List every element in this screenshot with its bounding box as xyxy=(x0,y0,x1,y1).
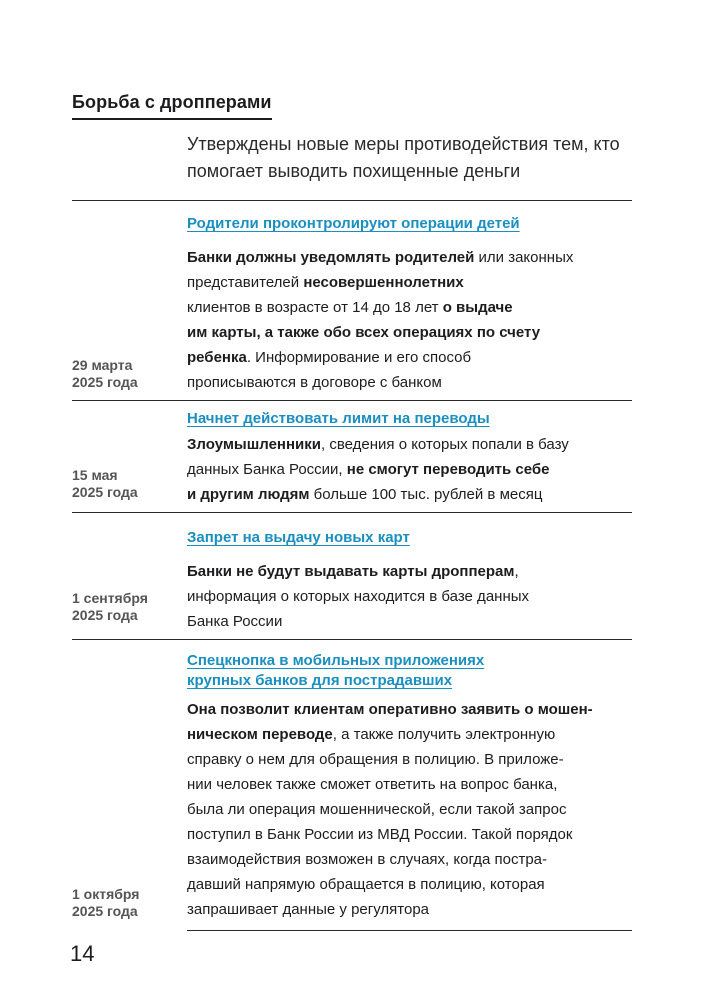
entry-date-year: 2025 года xyxy=(72,484,138,500)
timeline-entry-2 xyxy=(72,400,632,513)
body-text: Банка России xyxy=(187,613,283,630)
bold-text: Злоумышленники xyxy=(187,436,321,453)
section-subtitle: Утверждены новые меры противодействия тем, кто помогает выводить похищенные деньги xyxy=(187,134,620,181)
bold-text: Банки должны уведомлять родителей xyxy=(187,249,475,266)
entry-date-year: 2025 года xyxy=(72,374,138,390)
body-text: , сведения о которых попали в базу xyxy=(321,436,569,453)
timeline-entry-3 xyxy=(72,512,632,640)
body-text: больше 100 тыс. рублей в месяц xyxy=(309,486,543,503)
bold-text: ническом переводе xyxy=(187,726,333,743)
entry-body xyxy=(187,559,637,634)
body-text: прописываются в договоре с банком xyxy=(187,374,442,391)
entry-heading-link[interactable]: Родители проконтролируют операции детей xyxy=(187,215,520,232)
body-text: данных Банка России, xyxy=(187,461,347,478)
bold-text: и другим людям xyxy=(187,486,310,503)
body-text: давший напрямую обращается в полицию, которая xyxy=(187,876,545,893)
body-text: поступил в Банк России из МВД России. Такой порядок xyxy=(187,826,573,843)
entry-date-year: 2025 года xyxy=(72,903,138,919)
body-text: была ли операция мошеннической, если такой запрос xyxy=(187,801,567,818)
page-number: 14 xyxy=(70,941,95,966)
bold-text: ребенка xyxy=(187,349,247,366)
bold-text: не смогут переводить себе xyxy=(346,461,550,478)
entry-heading-link[interactable]: Запрет на выдачу новых карт xyxy=(187,529,410,546)
bold-text: о выдаче xyxy=(442,299,513,316)
entry-date-day: 1 октября xyxy=(72,886,140,902)
body-text: , xyxy=(514,563,519,580)
entry-date-year: 2025 года xyxy=(72,607,138,623)
timeline-entry-4 xyxy=(72,639,632,930)
body-text: взаимодействия возможен в случаях, когда постра- xyxy=(187,851,548,868)
body-text: запрашивает данные у регулятора xyxy=(187,901,430,918)
entry-heading-link[interactable]: Спецкнопка в мобильных приложениях крупных банков для пострадавших xyxy=(187,652,485,689)
body-text: нии человек также сможет ответить на вопрос банка, xyxy=(187,776,558,793)
entry-date-day: 15 мая xyxy=(72,467,118,483)
entry-date xyxy=(72,886,184,920)
final-divider xyxy=(187,930,632,931)
bold-text: им карты, а также обо всех операциях по счету xyxy=(187,324,541,341)
entry-date xyxy=(72,467,184,501)
body-text: , а также получить электронную xyxy=(332,726,556,743)
entry-body xyxy=(187,697,637,922)
bold-text: несовершеннолетних xyxy=(303,274,464,291)
bold-text: Она позволит клиентам оперативно заявить о мошен- xyxy=(187,701,593,718)
entry-date-day: 1 сентября xyxy=(72,590,148,606)
body-text: или законных представителей xyxy=(187,249,574,291)
section-title: Борьба с дропперами xyxy=(72,92,272,120)
body-text: клиентов в возрасте от 14 до 18 лет xyxy=(187,299,443,316)
entry-heading-link[interactable]: Начнет действовать лимит на переводы xyxy=(187,410,490,427)
entry-date xyxy=(72,590,184,624)
body-text: . Информирование и его способ xyxy=(246,349,472,366)
entry-date xyxy=(72,357,184,391)
body-text: информация о которых находится в базе данных xyxy=(187,588,530,605)
entry-body xyxy=(187,245,637,395)
entry-body xyxy=(187,432,637,507)
bold-text: Банки не будут выдавать карты дропперам xyxy=(187,563,515,580)
entry-date-day: 29 марта xyxy=(72,357,133,373)
timeline-entry-1 xyxy=(72,200,632,401)
body-text: справку о нем для обращения в полицию. В приложе- xyxy=(187,751,564,768)
